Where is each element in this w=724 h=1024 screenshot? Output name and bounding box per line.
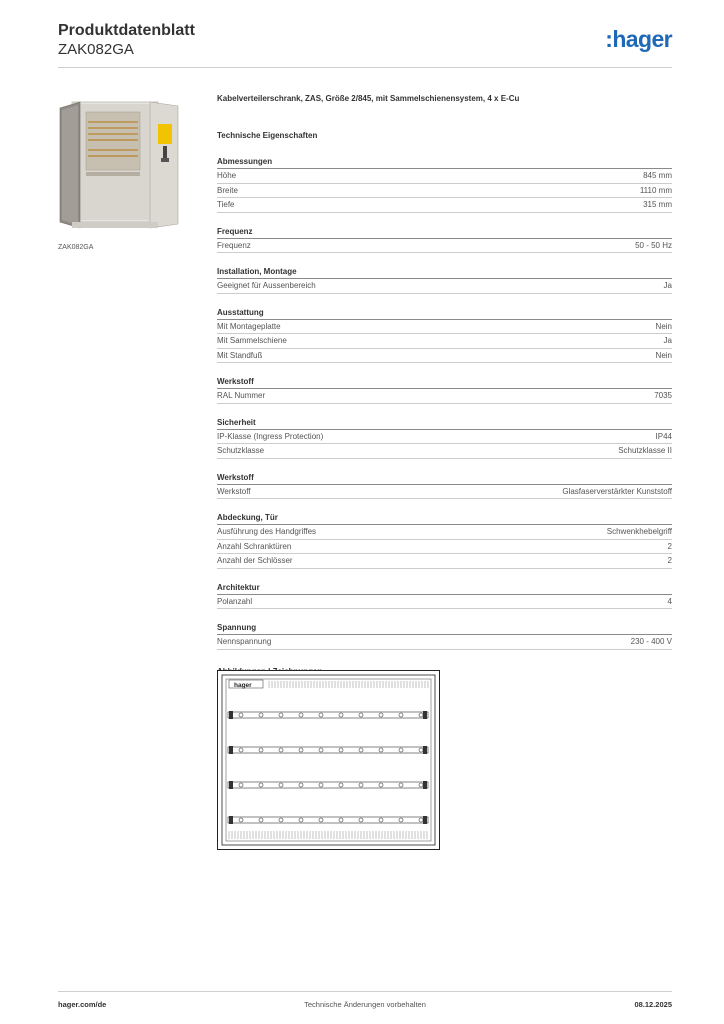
property-value: 7035 [654,391,672,400]
footer-disclaimer: Technische Änderungen vorbehalten [304,1000,426,1009]
property-section [217,513,672,569]
property-row [217,184,672,199]
section-title: Frequenz [217,227,672,239]
property-value: 845 mm [643,171,672,180]
section-title: Sicherheit [217,418,672,430]
property-value: 4 [667,596,672,606]
drawing-logo-text: hager [234,682,252,689]
property-value: Schwenkhebelgriff [606,527,672,536]
property-row [217,525,672,540]
product-details [217,94,672,679]
property-value: 2 [667,556,672,565]
property-label: Breite [217,185,238,195]
property-label: Schutzklasse [217,446,265,455]
product-code: ZAK082GA [58,41,134,58]
property-row [217,430,672,445]
property-label: RAL Nummer [217,391,266,400]
logo-text: hager [612,26,672,52]
property-value: Nein [655,350,672,360]
property-label: Mit Sammelschiene [217,336,287,345]
property-row [217,279,672,294]
property-label: IP-Klasse (Ingress Protection) [217,431,324,441]
property-row [217,198,672,213]
product-photo [58,94,180,234]
property-row [217,239,672,254]
property-value: Nein [655,321,672,331]
section-title: Installation, Montage [217,267,672,279]
property-section [217,623,672,650]
section-title: Ausstattung [217,308,672,320]
property-row [217,540,672,555]
property-value: Schutzklasse II [618,446,672,455]
property-label: Anzahl Schranktüren [217,541,292,551]
page-title: Produktdatenblatt [58,22,195,39]
section-title: Werkstoff [217,377,672,389]
section-title: Architektur [217,583,672,595]
property-section [217,227,672,254]
property-value: Glasfaserverstärkter Kunststoff [562,486,672,496]
property-label: Nennspannung [217,637,272,646]
property-label: Geeignet für Aussenbereich [217,281,316,290]
property-section [217,418,672,459]
page-footer [58,991,672,1013]
property-section [217,308,672,364]
product-image-caption: ZAK082GA [58,244,94,251]
property-section [217,377,672,404]
properties-table [217,157,672,650]
page-header [58,20,672,68]
property-label: Mit Montageplatte [217,321,281,331]
property-row [217,635,672,650]
property-row [217,320,672,335]
property-section [217,267,672,294]
footer-date: 08.12.2025 [634,1000,672,1009]
property-label: Polanzahl [217,596,253,606]
property-label: Frequenz [217,240,251,250]
tech-properties-heading: Technische Eigenschaften [217,131,318,140]
section-title: Werkstoff [217,473,672,485]
property-row [217,485,672,500]
property-section [217,157,672,213]
property-label: Werkstoff [217,486,251,496]
property-value: Ja [663,336,672,345]
property-value: 1110 mm [639,185,672,195]
property-value: 230 - 400 V [630,637,672,646]
property-label: Ausführung des Handgriffes [217,527,317,536]
property-value: 50 - 50 Hz [635,240,672,250]
property-row [217,389,672,404]
property-value: 315 mm [643,200,672,209]
product-description: Kabelverteilerschrank, ZAS, Größe 2/845, mit Sammelschienensystem, 4 x E-Cu [217,94,520,103]
section-title: Spannung [217,623,672,635]
property-value: IP44 [655,431,672,441]
property-row [217,554,672,569]
property-value: Ja [663,281,672,290]
property-row [217,349,672,364]
technical-drawing [217,670,440,850]
property-row [217,444,672,459]
property-label: Anzahl der Schlösser [217,556,293,565]
property-section [217,473,672,500]
property-label: Mit Standfuß [217,350,263,360]
section-title: Abmessungen [217,157,672,169]
property-row [217,595,672,610]
section-title: Abdeckung, Tür [217,513,672,525]
property-row [217,334,672,349]
property-row [217,169,672,184]
property-value: 2 [667,541,672,551]
hager-logo: :hager [605,26,672,52]
footer-website: hager.com/de [58,1000,107,1009]
property-section [217,583,672,610]
property-label: Höhe [217,171,237,180]
property-label: Tiefe [217,200,235,209]
